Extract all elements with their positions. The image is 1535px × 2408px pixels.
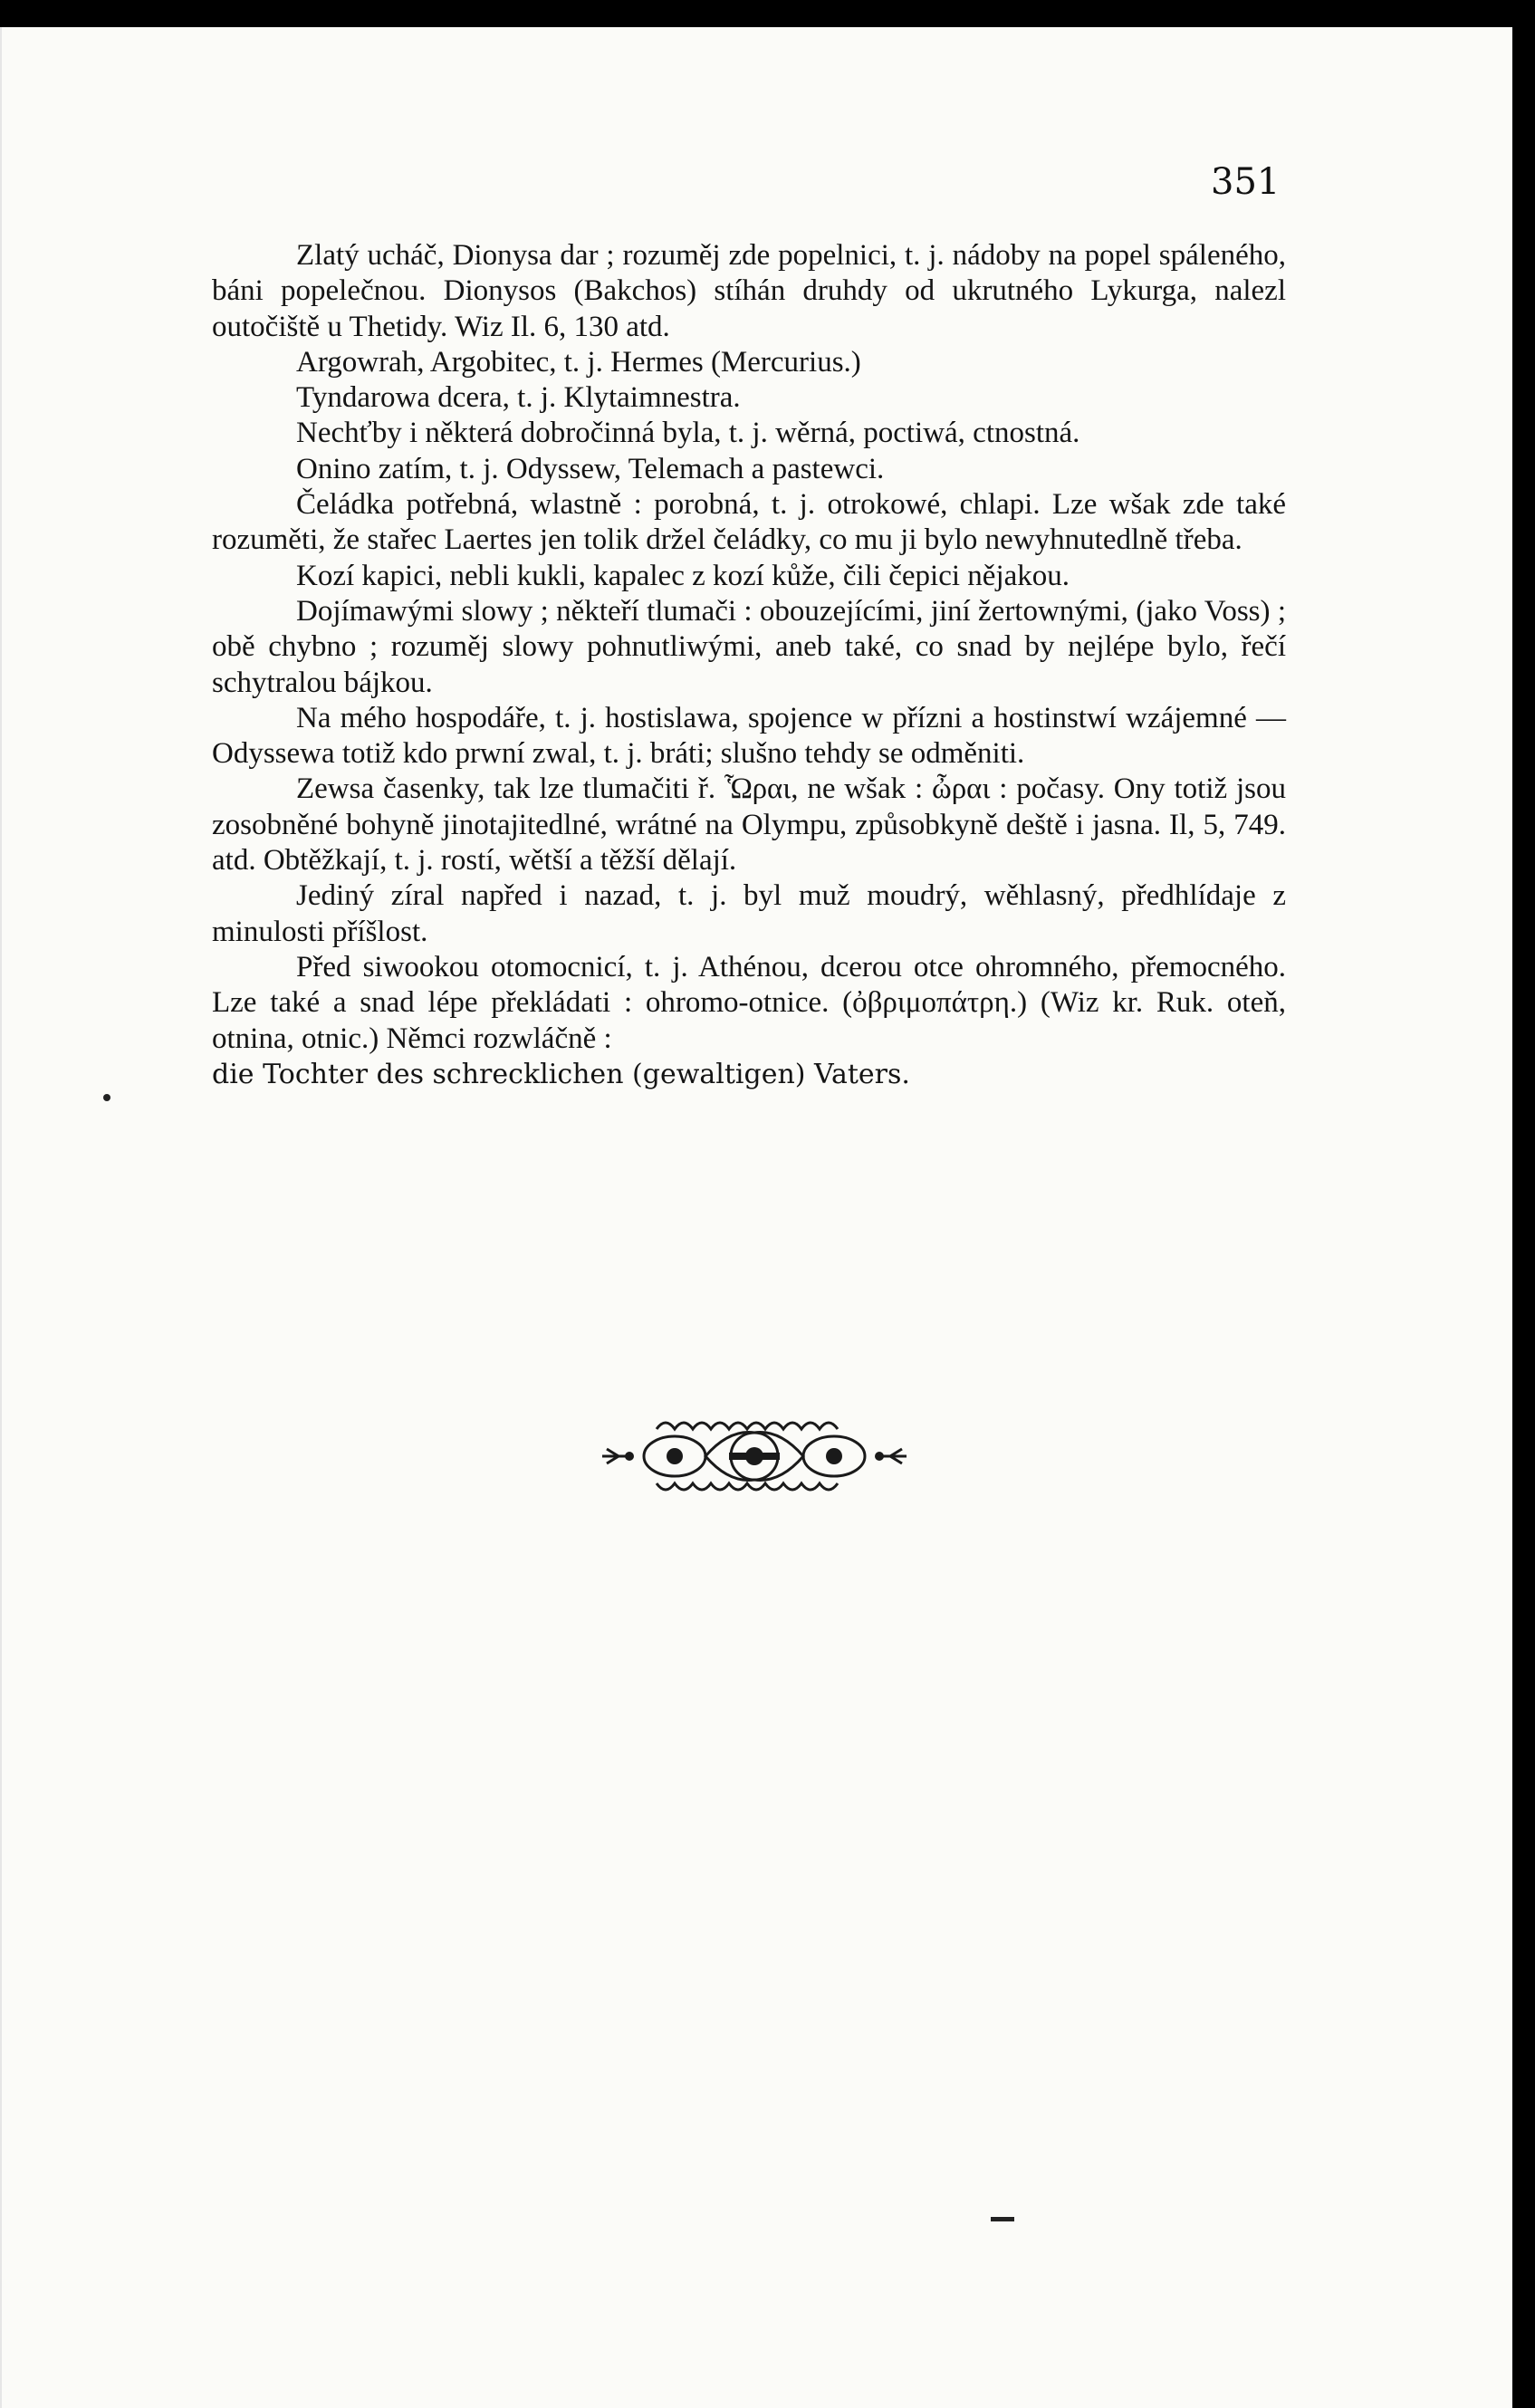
paragraph: Zlatý ucháč, Dionysa dar ; rozuměj zde popelnici, t. j. nádoby na popel spáleného, báni popelečnou. Dionysos (Bakchos) stíhán druhdy od ukrutného Lykurga, nalezl outočiště u Thetidy. Wiz Il. 6, 130 atd. (212, 239, 1286, 343)
ink-mark (991, 2217, 1014, 2221)
book-page (0, 27, 1512, 2408)
paragraph: Argowrah, Argobitec, t. j. Hermes (Mercurius.) (296, 345, 861, 379)
footnotes-text (212, 238, 1286, 1092)
fraktur-text: die Tochter des schrecklichen (gewaltigen) Vaters. (212, 1058, 910, 1090)
paragraph: Před siwookou otomocnicí, t. j. Athénou, dcerou otce ohromného, přemocného. Lze také a snad lépe překládati : ohromo-otnice. (ὀβριμοπάτρη.) (Wiz kr. Ruk. oteň, otnina, otnic.) Němci rozwláčně : (212, 950, 1286, 1055)
paragraph: Tyndarowa dcera, t. j. Klytaimnestra. (296, 381, 741, 415)
paragraph: Čeládka potřebná, wlastně : porobná, t. j. otrokowé, chlapi. Lze wšak zde také rozuměti, že stařec Laertes jen tolik držel čeládky, co mu ji bylo newyhnutedlně třeba. (212, 488, 1286, 557)
paragraph: Jediný zíral napřed i nazad, t. j. byl muž moudrý, wěhlasný, předhlídaje z minulosti příšlost. (212, 879, 1286, 948)
paragraph: Nechťby i některá dobročinná byla, t. j. wěrná, poctiwá, ctnostná. (296, 417, 1080, 450)
page-number: 351 (1211, 161, 1281, 203)
vignette-ornament-icon (602, 1411, 907, 1501)
page-edge (1512, 0, 1535, 2408)
paragraph: Kozí kapici, nebli kukli, kapalec z kozí kůže, čili čepici nějakou. (296, 559, 1070, 592)
ink-dot (103, 1094, 110, 1101)
paragraph: Na mého hospodáře, t. j. hostislawa, spojence w přízni a hostinstwí wzájemné — Odyssewa totiž kdo prwní zwal, t. j. bráti; slušno tehdy se odměniti. (212, 701, 1286, 771)
paragraph: Onino zatím, t. j. Odyssew, Telemach a pastewci. (296, 452, 885, 485)
fraktur-line (212, 1057, 1286, 1092)
paragraph: Zewsa časenky, tak lze tlumačiti ř. Ὧραι, ne wšak : ὦραι : počasy. Ony totiž jsou zosobněné bohyně jinotajitedlné, wrátné na Olympu, způsobkyně deště i jasna. Il, 5, 749. atd. Obtěžkají, t. j. rostí, wětší a těžší dělají. (212, 772, 1286, 878)
paragraph: Dojímawými slowy ; někteří tlumači : obouzejícími, jiní žertownými, (jako Voss) ; obě chybno ; rozuměj slowy pohnutliwými, aneb také, co snad by nejlépe bylo, řečí schytralou bájkou. (212, 594, 1286, 699)
